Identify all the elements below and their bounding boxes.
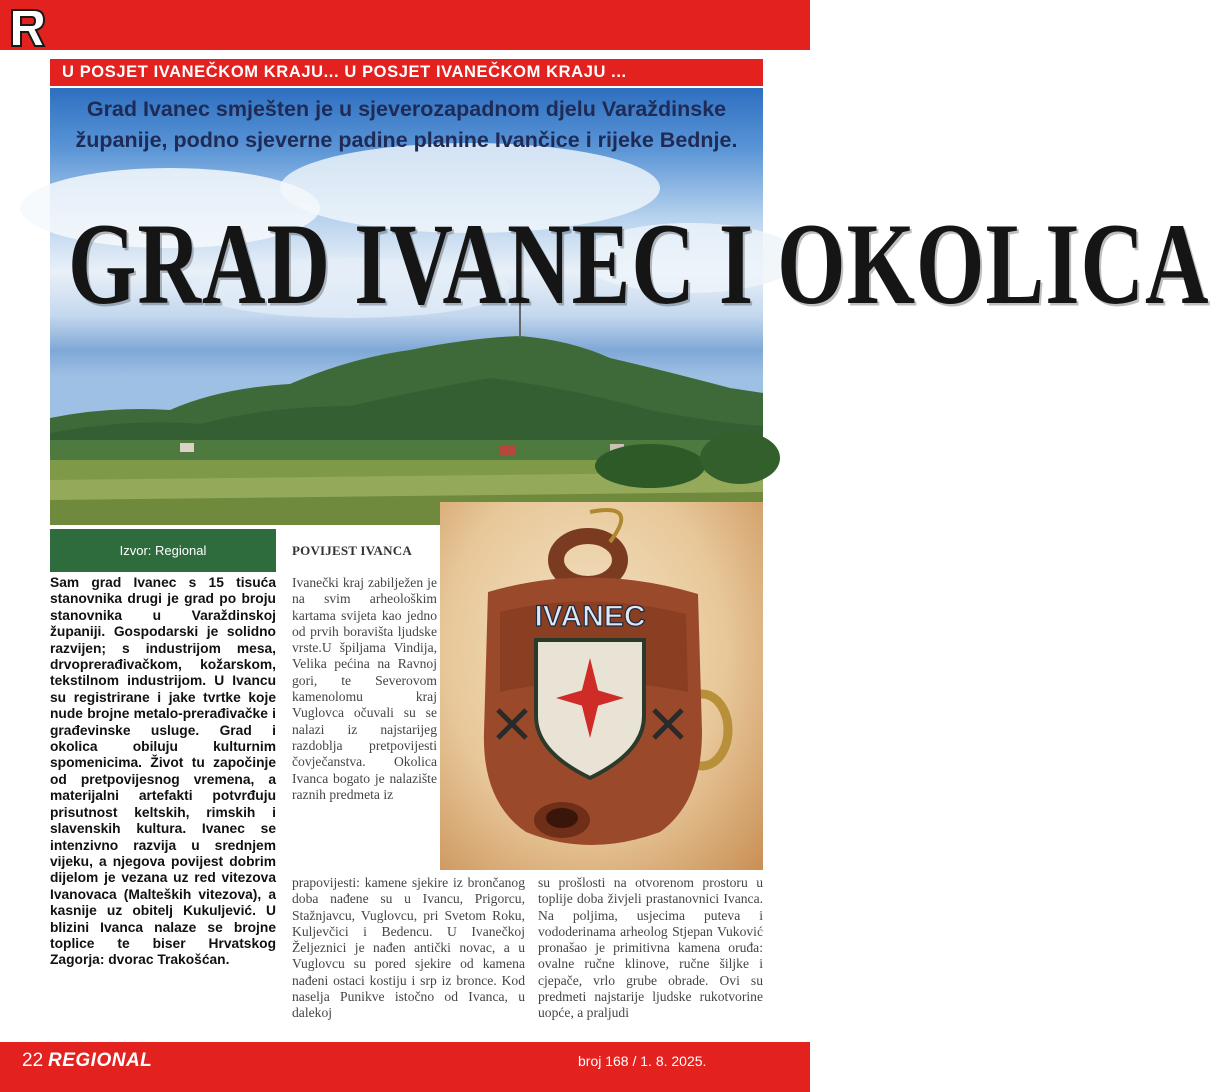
magazine-name: REGIONAL bbox=[48, 1050, 153, 1071]
source-label: Izvor: Regional bbox=[50, 529, 276, 572]
hero-subtitle-line-1: Grad Ivanec smješten je u sjeverozapadnom djelu Varaždinske bbox=[86, 97, 727, 121]
page-title: GRAD IVANEC I OKOLICA bbox=[68, 201, 1210, 330]
lead-paragraph: Sam grad Ivanec s 15 tisuća stanovnika drugi je grad po broju stanovnika u Varaždinskoj županiji. Gospodarski je solidno razvijen; s industrijom mesa, drvoprerađivačkom, kožarskom, tekstilnom industrijom. U Ivancu su registrirane i jake tvrtke koje nude brojne metalo-prerađivačke i građevinske usluge. Grad i okolica obiluju kulturnim spomenicima. Život tu započinje od pretpovijesnog vremena, a materijalni artefakti potvrđuju prisutnost keltskih, rimskih i slavenskih kultura. Ivanec se intenzivno razvija u srednjem vijeku, a njegova povijest dobrim dijelom je vezana uz red vitezova Ivanovaca (Malteških vitezova), a kasnije uz obitelj Kukuljević. U blizini Ivanca nalaze se brojne toplice te biser Hrvatskog Zagorja: dvorac Trakošćan. bbox=[50, 575, 276, 968]
souvenir-text: IVANEC bbox=[534, 600, 646, 633]
issue-info: broj 168 / 1. 8. 2025. bbox=[578, 1053, 707, 1069]
section-heading: POVIJEST IVANCA bbox=[292, 543, 412, 558]
r-letter-logo-icon bbox=[8, 6, 48, 50]
hero-landscape-image bbox=[50, 88, 1210, 525]
body-column-bottom-left: prapovijesti: kamene sjekire iz brončanog doba nađene su u Ivancu, Prigorcu, Stažnjavcu, Vuglovcu, pri Svetom Roku, Kuljevčici i Bedencu. U Ivanečkoj Željeznici je nađen antički novac, a u Vuglovcu su pored sjekire od kamena nađeni ostaci kostiju i srp iz bronce. Kod naselja Punikve istočno od Ivanca, u dalekoj bbox=[292, 875, 525, 1021]
hero-subtitle bbox=[50, 94, 763, 156]
page-number: 22 bbox=[22, 1050, 44, 1071]
body-column-bottom-right: su prošlosti na otvorenom prostoru u toplije doba živjeli prastanovnici Ivanca. Na poljima, usjecima puteva i vododerinama arheolog Stjepan Vuković pronašao je primitivna kamena oruđa: ovalne ručne klinove, ručne šiljke i cjepače, vrlo grube obrade. Ovi su predmeti najstarije ljudske rukotvorine uopće, a praljudi bbox=[538, 875, 763, 1021]
souvenir-photo bbox=[440, 502, 763, 870]
series-banner: U POSJET IVANEČKOM KRAJU... U POSJET IVANEČKOM KRAJU ... bbox=[50, 59, 763, 86]
top-red-band bbox=[0, 0, 810, 50]
hero-subtitle-line-2: županije, podno sjeverne padine planine Ivančice i rijeke Bednje. bbox=[75, 128, 738, 152]
body-column-middle: Ivanečki kraj zabilježen je na svim arheološkim kartama svijeta kao jedno od prvih boravišta ljudske vrste.U špiljama Vindija, Velika pećina na Ravnoj gori, te Severovom kamenolomu kraj Vuglovca očuvali su se nalazi iz najstarijeg razdoblja pretpovijesti čovječanstva. Okolica Ivanca bogato je nalazište raznih predmeta iz bbox=[292, 575, 437, 802]
